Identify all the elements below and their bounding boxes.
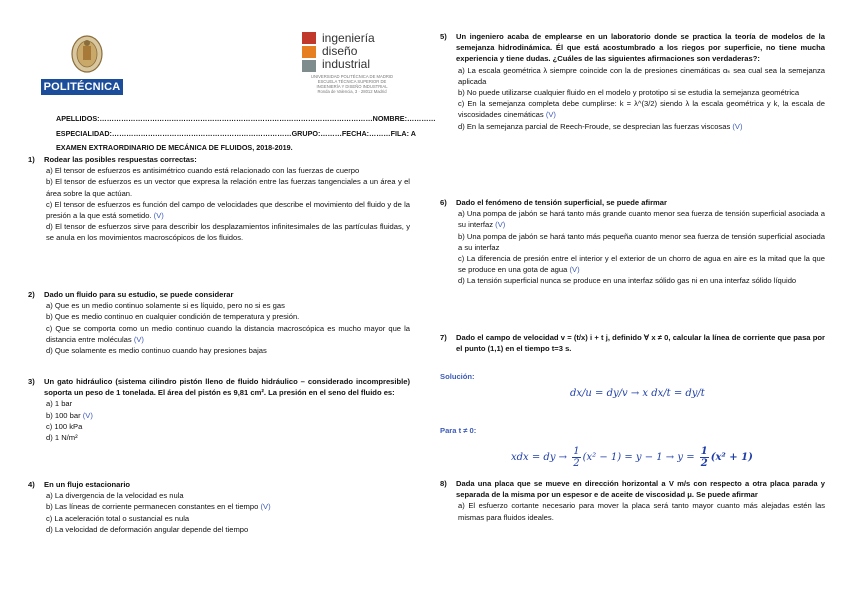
option-text: d) En la semejanza parcial de Reech-Froude, se desprecian las fuerzas viscosas	[458, 121, 731, 131]
exam-title: EXAMEN EXTRAORDINARIO DE MECÁNICA DE FLUIDOS, 2018-2019.	[56, 143, 293, 152]
option-text: a) Que es un medio continuo solamente si es líquido, pero no si es gas	[46, 301, 285, 311]
option-text: c) En la semejanza completa debe cumplirse: k = λ^(3/2) siendo λ la escala geométrica y k, la escala de viscosidades cinemáticas	[458, 99, 825, 120]
question-text: Dada una placa que se mueve en dirección horizontal a V m/s con respecto a otra placa parada y separada de la misma por un espesor e de aceite de viscosidad μ. Se puede afirmar	[456, 479, 825, 500]
question-text: Un ingeniero acaba de emplearse en un laboratorio donde se practica la teoría de modelos de la semejanza hidrodinámica. Él que está acostumbrado a los riegos por superficie, no tiene mucha experiencia y tiene dudas. ¿Cuáles de las siguientes afirmaciones son verdaderas?:	[456, 32, 825, 64]
correct-mark: (V)	[82, 410, 93, 420]
correct-mark: (V)	[153, 211, 164, 221]
question-text: Dado un fluido para su estudio, se puede considerar	[44, 290, 234, 299]
equation-part: (x² + 1)	[710, 452, 753, 463]
option-text: d) La tensión superficial nunca se produce en una interfaz sólido gas ni en una interfaz sólido líquido	[458, 276, 797, 286]
fraction-half	[572, 446, 580, 469]
option-text: a) Una pompa de jabón se hará tanto más grande cuanto menor sea fuerza de tensión superficial asociada a su interfaz	[458, 209, 825, 230]
question-number: 4)	[28, 480, 35, 489]
question-number: 1)	[28, 155, 35, 164]
correct-mark: (V)	[545, 110, 556, 120]
eng-sub-line: INGENIERÍA Y DISEÑO INDUSTRIAL	[316, 84, 388, 89]
option	[46, 311, 410, 322]
option	[458, 253, 825, 275]
option	[46, 165, 410, 176]
question-text: Un gato hidráulico (sistema cilindro pistón lleno de fluido hidráulico – considerado incompresible) soporta un peso de 1 tonelada. El área del pistón es 9,81 cm². La presión en el seno del fluido es:	[44, 377, 410, 398]
eng-logo-mark-icon	[300, 30, 320, 74]
option	[46, 221, 410, 243]
option-text: a) El tensor de esfuerzos es antisimétrico cuando está relacionado con las fuerzas de cuerpo	[46, 166, 360, 176]
eng-title-line: diseño	[322, 44, 358, 58]
option-text: c) Que se comporta como un medio continuo cuando la distancia macroscópica es mucho mayor que la distancia entre moléculas	[46, 323, 410, 344]
question-1	[28, 154, 410, 244]
solution-label: Solución:	[440, 372, 475, 381]
correct-mark: (V)	[495, 220, 506, 230]
fraction-numerator: 1	[700, 446, 708, 457]
question-text: Rodear las posibles respuestas correctas:	[44, 155, 197, 164]
option	[46, 398, 410, 409]
option	[458, 87, 825, 98]
option-text: b) El tensor de esfuerzos es un vector que expresa la relación entre las fuerzas tangenciales a un área y el área sobre la que actúan.	[46, 177, 410, 198]
eng-title-line: ingeniería	[322, 31, 375, 45]
option	[46, 345, 410, 356]
option-text: a) La divergencia de la velocidad es nula	[46, 491, 184, 501]
equation-part: xdx = dy →	[511, 452, 571, 463]
fraction-numerator: 1	[573, 446, 580, 457]
question-text: Dado el fenómeno de tensión superficial, se puede afirmar	[456, 198, 667, 207]
option	[46, 199, 410, 221]
option	[458, 231, 825, 253]
question-6	[440, 197, 825, 287]
apellidos-line: APELLIDOS:……………………………………………………………………………………………………NOMBRE:…………	[56, 114, 436, 123]
option-text: d) La velocidad de deformación angular depende del tiempo	[46, 524, 249, 534]
question-number: 6)	[440, 198, 447, 207]
question-number: 7)	[440, 333, 447, 342]
eng-subtitle	[300, 74, 404, 94]
option	[458, 208, 825, 230]
option	[458, 98, 825, 120]
upm-label: POLITÉCNICA	[41, 79, 123, 95]
question-2	[28, 289, 410, 356]
option	[458, 500, 825, 522]
option	[458, 275, 825, 286]
question-text: Dado el campo de velocidad v = (t/x) i + t j, definido ∀ x ≠ 0, calcular la línea de corriente que pasa por el punto (1,1) en el tiempo t=3 s.	[456, 333, 825, 354]
solution-equation-2	[511, 446, 753, 469]
option-text: d) 1 N/m²	[46, 433, 78, 443]
correct-mark: (V)	[732, 121, 743, 131]
question-5	[440, 31, 825, 132]
upm-crest-icon	[70, 34, 104, 74]
question-number: 3)	[28, 377, 35, 386]
option-text: a) La escala geométrica λ siempre coincide con la de presiones cinemáticas αₖ sea cual sea la semejanza aplicada	[458, 65, 825, 86]
option-text: d) Que solamente es medio continuo cuando hay presiones bajas	[46, 346, 267, 356]
option	[46, 501, 410, 512]
option-text: c) La aceleración total o sustancial es nula	[46, 513, 190, 523]
question-8	[440, 478, 825, 523]
fraction-half-bold	[700, 446, 709, 469]
correct-mark: (V)	[569, 265, 580, 275]
option	[46, 490, 410, 501]
eng-logo	[300, 30, 405, 102]
eng-sub-line: UNIVERSIDAD POLITÉCNICA DE MADRID	[310, 74, 394, 79]
eng-sub-line: Ronda de Valencia, 3 · 28012 Madrid	[317, 89, 387, 94]
eng-sub-line: ESCUELA TÉCNICA SUPERIOR DE	[317, 79, 387, 84]
option-text: d) El tensor de esfuerzos sirve para describir los desplazamientos infinitesimales de las partículas fluidas, y se anula en los movimientos macroscópicos de los fluidos.	[46, 222, 410, 243]
question-4	[28, 479, 410, 535]
question-7	[440, 332, 825, 354]
question-number: 8)	[440, 479, 447, 488]
option	[46, 410, 410, 421]
option	[458, 65, 825, 87]
option-text: c) El tensor de esfuerzos es función del campo de velocidades que describe el movimiento del fluido y de la presión a la que está sometido.	[46, 199, 410, 221]
question-text: En un flujo estacionario	[44, 480, 131, 489]
option-text: c) La diferencia de presión entre el interior y el exterior de un chorro de agua en aire es la mitad que la que se produce en una gota de agua	[458, 254, 825, 275]
option-text: b) Una pompa de jabón se hará tanto más pequeña cuanto menor sea fuerza de tensión superficial asociada a su interfaz	[458, 231, 825, 252]
question-3	[28, 376, 410, 443]
upm-logo	[30, 30, 120, 100]
equation-part: (x² − 1) = y − 1 → y =	[582, 452, 698, 463]
option	[46, 524, 410, 535]
solution-condition: Para t ≠ 0:	[440, 426, 477, 435]
fraction-denominator: 2	[573, 458, 580, 469]
option-text: b) Las líneas de corriente permanecen constantes en el tiempo	[46, 502, 259, 512]
option-text: b) No puede utilizarse cualquier fluido en el modelo y prototipo si se estudia la semejanza geométrica	[458, 88, 800, 98]
correct-mark: (V)	[260, 502, 271, 512]
eng-title	[322, 32, 375, 71]
especialidad-line: ESPECIALIDAD:…………………………………………………………………GRUPO:………FECHA:………FILA: A	[56, 129, 416, 138]
option	[46, 300, 410, 311]
option-text: b) 100 bar	[46, 410, 81, 420]
option	[46, 513, 410, 524]
question-number: 5)	[440, 32, 447, 41]
option	[458, 121, 825, 132]
option-text: a) El esfuerzo cortante necesario para mover la placa será tanto mayor cuanto más alejadas estén las mismas para fluidos ideales.	[458, 501, 825, 522]
option	[46, 421, 410, 432]
solution-equation-1: dx/u = dy/v → x dx/t = dy/t	[570, 388, 705, 399]
eng-title-line: industrial	[322, 57, 371, 71]
option-text: b) Que es medio continuo en cualquier condición de temperatura y presión.	[46, 312, 300, 322]
fraction-denominator: 2	[700, 458, 708, 469]
option-text: a) 1 bar	[46, 399, 73, 409]
option	[46, 432, 410, 443]
option-text: c) 100 kPa	[46, 421, 83, 431]
correct-mark: (V)	[133, 334, 144, 344]
option	[46, 323, 410, 345]
option	[46, 176, 410, 198]
question-number: 2)	[28, 290, 35, 299]
